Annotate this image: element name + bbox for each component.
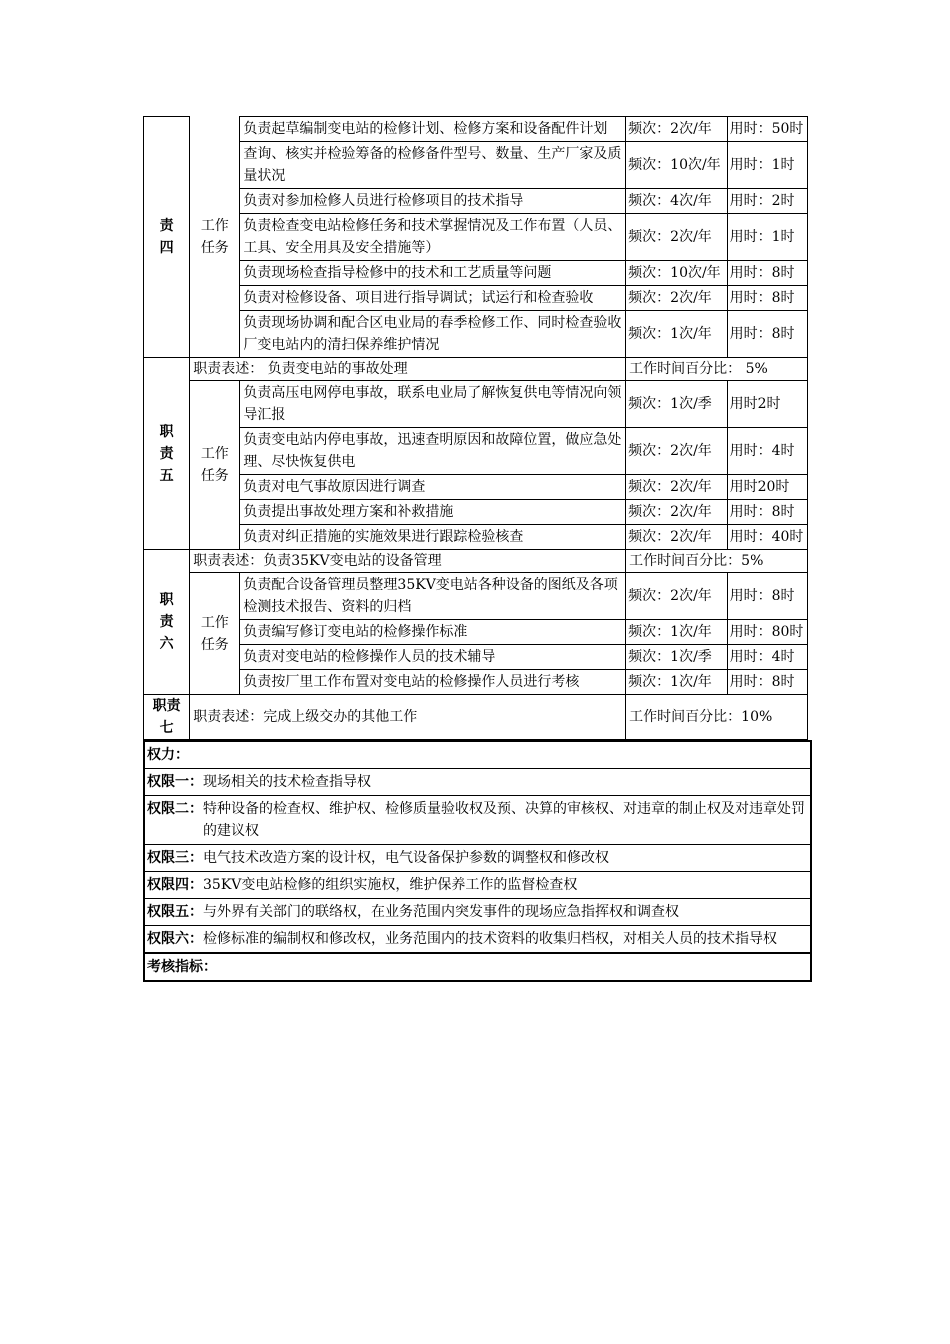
task-duration: 用时：8时 <box>727 286 807 311</box>
task-text: 负责对检修设备、项目进行指导调试；试运行和检查验收 <box>240 286 626 311</box>
work-task-label: 工作 任务 <box>190 381 240 550</box>
right-item <box>145 795 810 844</box>
task-duration: 用时：8时 <box>727 500 807 525</box>
task-text: 负责起草编制变电站的检修计划、检修方案和设备配件计划 <box>240 117 626 142</box>
right-text: 检修标准的编制权和修改权，业务范围内的技术资料的收集归档权，对相关人员的技术指导权 <box>203 931 777 947</box>
task-frequency: 频次：1次/年 <box>626 620 727 645</box>
rights-title: 权力： <box>147 747 189 763</box>
task-row <box>144 670 808 695</box>
assessment-title: 考核指标： <box>147 959 217 975</box>
right-text: 35KV变电站检修的组织实施权，维护保养工作的监督检查权 <box>203 877 578 893</box>
task-duration: 用时：8时 <box>727 573 807 620</box>
task-frequency: 频次：1次/季 <box>626 381 727 428</box>
task-text: 负责配合设备管理员整理35KV变电站各种设备的图纸及各项检测技术报告、资料的归档 <box>240 573 626 620</box>
task-frequency: 频次：1次/年 <box>626 311 727 358</box>
right-item <box>145 871 810 898</box>
task-row <box>144 475 808 500</box>
task-row <box>144 142 808 189</box>
assessment-header <box>145 952 810 980</box>
task-frequency: 频次：10次/年 <box>626 261 727 286</box>
duty-description: 职责表述：完成上级交办的其他工作 <box>190 695 626 740</box>
task-frequency: 频次：2次/年 <box>626 214 727 261</box>
task-duration: 用时：4时 <box>727 645 807 670</box>
right-text: 特种设备的检查权、维护权、检修质量验收权及预、决算的审核权、对违章的制止权及对违章处罚的建议权 <box>203 801 805 839</box>
task-duration: 用时：4时 <box>727 428 807 475</box>
task-row <box>144 261 808 286</box>
task-text: 负责检查变电站检修任务和技术掌握情况及工作布置（人员、工具、安全用具及安全措施等） <box>240 214 626 261</box>
right-text: 现场相关的技术检查指导权 <box>203 774 371 790</box>
task-frequency: 频次：2次/年 <box>626 428 727 475</box>
task-text: 查询、核实并检验筹备的检修备件型号、数量、生产厂家及质量状况 <box>240 142 626 189</box>
right-text: 电气技术改造方案的设计权，电气设备保护参数的调整权和修改权 <box>203 850 609 866</box>
duty-description: 职责表述： 负责变电站的事故处理 <box>190 358 626 381</box>
task-frequency: 频次：2次/年 <box>626 475 727 500</box>
task-text: 负责高压电网停电事故，联系电业局了解恢复供电等情况向领导汇报 <box>240 381 626 428</box>
right-item <box>145 768 810 795</box>
task-text: 负责对变电站的检修操作人员的技术辅导 <box>240 645 626 670</box>
task-duration: 用时2时 <box>727 381 807 428</box>
task-row <box>144 500 808 525</box>
right-item <box>145 925 810 952</box>
right-label: 权限三： <box>147 850 203 866</box>
task-frequency: 频次：4次/年 <box>626 189 727 214</box>
task-row <box>144 214 808 261</box>
task-frequency: 频次：2次/年 <box>626 286 727 311</box>
right-label: 权限六： <box>147 931 203 947</box>
work-time-percent: 工作时间百分比：5% <box>626 550 808 573</box>
task-text: 负责提出事故处理方案和补救措施 <box>240 500 626 525</box>
work-task-label: 工作 任务 <box>190 117 240 358</box>
task-duration: 用时：80时 <box>727 620 807 645</box>
task-text: 负责现场协调和配合区电业局的春季检修工作、同时检查验收厂变电站内的清扫保养维护情况 <box>240 311 626 358</box>
job-description-sheet <box>143 116 808 982</box>
duty-label: 责 四 <box>144 117 190 358</box>
task-text: 负责现场检查指导检修中的技术和工艺质量等问题 <box>240 261 626 286</box>
task-row <box>144 620 808 645</box>
task-text: 负责对纠正措施的实施效果进行跟踪检验核查 <box>240 525 626 550</box>
task-frequency: 频次：1次/季 <box>626 645 727 670</box>
task-row <box>144 286 808 311</box>
duty-desc-row <box>144 550 808 573</box>
task-duration: 用时：1时 <box>727 142 807 189</box>
task-frequency: 频次：2次/年 <box>626 525 727 550</box>
task-row <box>144 573 808 620</box>
task-row <box>144 428 808 475</box>
work-time-percent: 工作时间百分比：10% <box>626 695 808 740</box>
task-duration: 用时：8时 <box>727 670 807 695</box>
right-item <box>145 898 810 925</box>
task-duration: 用时：50时 <box>727 117 807 142</box>
task-text: 负责对参加检修人员进行检修项目的技术指导 <box>240 189 626 214</box>
right-item <box>145 844 810 871</box>
rights-section <box>143 740 812 982</box>
task-row <box>144 189 808 214</box>
work-time-percent: 工作时间百分比： 5% <box>626 358 808 381</box>
task-text: 负责按厂里工作布置对变电站的检修操作人员进行考核 <box>240 670 626 695</box>
task-duration: 用时：8时 <box>727 261 807 286</box>
task-row <box>144 311 808 358</box>
task-row <box>144 117 808 142</box>
task-duration: 用时：40时 <box>727 525 807 550</box>
right-label: 权限五： <box>147 904 203 920</box>
duty-desc-row <box>144 695 808 740</box>
duty-description: 职责表述：负责35KV变电站的设备管理 <box>190 550 626 573</box>
duties-table <box>143 116 808 740</box>
task-frequency: 频次：2次/年 <box>626 500 727 525</box>
task-duration: 用时：8时 <box>727 311 807 358</box>
work-task-label: 工作 任务 <box>190 573 240 695</box>
right-label: 权限二： <box>147 801 203 817</box>
duty-desc-row <box>144 358 808 381</box>
right-label: 权限一： <box>147 774 203 790</box>
duty-label: 职 责 五 <box>144 358 190 550</box>
task-frequency: 频次：2次/年 <box>626 117 727 142</box>
duty-label: 职责 七 <box>144 695 190 740</box>
duty-label: 职 责 六 <box>144 550 190 695</box>
rights-header <box>145 740 810 768</box>
task-text: 负责变电站内停电事故，迅速查明原因和故障位置，做应急处理、尽快恢复供电 <box>240 428 626 475</box>
task-text: 负责对电气事故原因进行调查 <box>240 475 626 500</box>
task-row <box>144 525 808 550</box>
task-frequency: 频次：2次/年 <box>626 573 727 620</box>
task-frequency: 频次：10次/年 <box>626 142 727 189</box>
task-text: 负责编写修订变电站的检修操作标准 <box>240 620 626 645</box>
task-duration: 用时：1时 <box>727 214 807 261</box>
task-duration: 用时20时 <box>727 475 807 500</box>
right-text: 与外界有关部门的联络权，在业务范围内突发事件的现场应急指挥权和调查权 <box>203 904 679 920</box>
right-label: 权限四： <box>147 877 203 893</box>
task-row <box>144 645 808 670</box>
task-row <box>144 381 808 428</box>
task-duration: 用时：2时 <box>727 189 807 214</box>
task-frequency: 频次：1次/年 <box>626 670 727 695</box>
